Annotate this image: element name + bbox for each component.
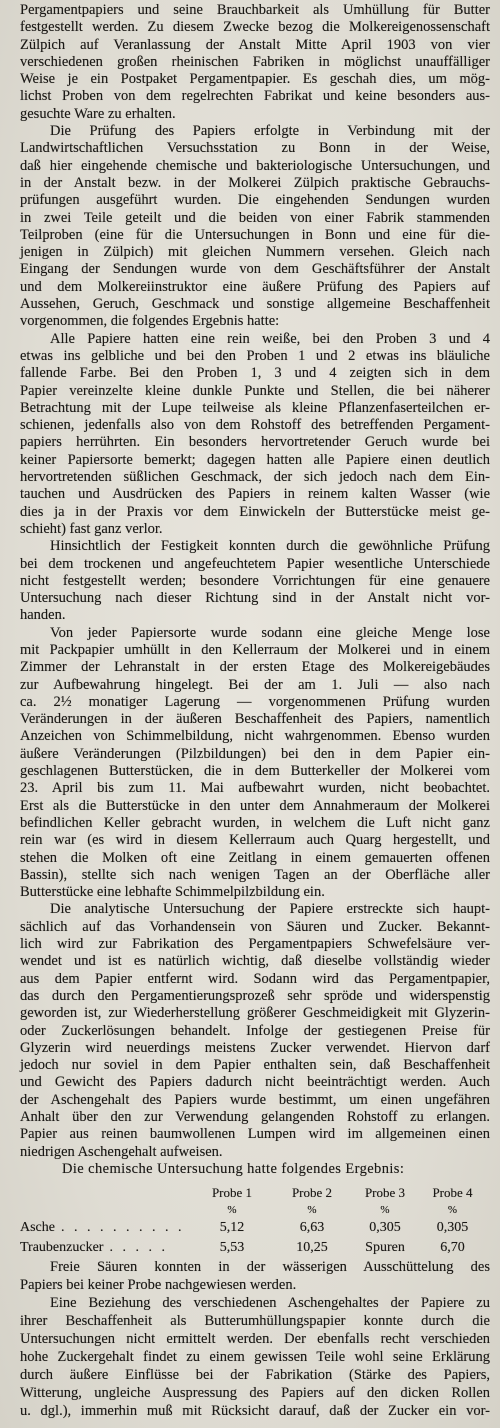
text-line: Veränderungen in der äußeren Beschaffenheit des Papiers, namentlich [20,711,490,728]
text-line: Glyzerin wird neuerdings meistens Zucker verwendet. Hiervon darf [20,1039,490,1056]
table-cell: 5,53 [219,1240,245,1255]
text-line: jenigen in Zülpich) mit gleichen Nummern versehen. Gleich nach [20,244,490,261]
text-line: verschiedenen großen rheinischen Fabriken in möglichst unauffälliger [20,53,490,70]
paragraph [20,625,490,902]
text-line: durch äußere Einflüsse bei der Fabrikation (Stärke des Papiers, [20,1367,490,1383]
text-line: prüfungen ausgeführt wurden. Die eingehenden Sendungen wurden [20,192,490,209]
text-line: 23. April bis zum 11. Mai aufbewahrt wurden, nicht beobachtet. [20,780,490,797]
text-line: Die analytische Untersuchung der Papiere erstreckte sich haupt- [50,901,490,918]
text-line: Bassin), stellte sich nach wenigen Tagen an der Oberfläche aller [20,866,490,883]
text-line: in der Anstalt bezw. in der Molkerei Zülpich praktische Gebrauchs- [20,174,490,191]
text-line: festgestellt werden. Zu diesem Zwecke bezog die Molkereigenossenschaft [20,19,490,36]
column-header-probe-1: Probe 1 [211,1185,253,1200]
text-line: tauchen und Ausdrücken des Papiers in reinem kalten Wasser (wie [20,486,490,503]
row-label-cell [20,1220,195,1236]
paragraph [20,123,490,331]
text-line: nicht festgestellt werden; besondere Vorrichtungen für eine genauere [20,572,490,589]
paragraph [20,538,490,624]
table-row [20,1238,490,1258]
table-cell: 5,12 [219,1220,245,1235]
text-line: Untersuchung nach dieser Richtung sind in der Anstalt nicht vor- [20,590,490,607]
paragraph [20,901,490,1160]
text-line: hervortretenden süßlichen Geschmack, der sich jedoch nach dem Ein- [20,469,490,486]
text-line: äußere Veränderungen (Pilzbildungen) bei den in dem Papier ein- [20,745,490,762]
text-line: Hinsichtlich der Festigkeit konnten durch die gewöhnliche Prüfung [50,538,490,555]
text-line: Erst als die Butterstücke in den unter dem Annahmeraum der Molkerei [20,797,490,814]
dot-leader: . . . . . [109,1240,168,1255]
text-line: fallende Farbe. Bei den Proben 1, 3 und 4 zeigten sich in dem [20,365,490,382]
text-line: befindlichen Keller gebracht wurden, in welchem die Luft nicht ganz [20,814,490,831]
text-line: Untersuchungen nicht ermittelt werden. Der ebenfalls recht verschieden [20,1331,490,1347]
text-line: lich wird zur Fabrikation des Pergamentpapiers Schwefelsäure ver- [20,936,490,953]
text-line: Zimmer der Lehranstalt in der ersten Etage des Molkereigebäudes [20,659,490,676]
text-line: Alle Papiere hatten eine rein weiße, bei den Proben 3 und 4 [50,330,490,347]
text-line: Von jeder Papiersorte wurde sodann eine gleiche Menge lose [50,624,490,641]
text-line: vorgenommen, die folgendes Ergebnis hatte: [20,313,280,330]
table-header-row [20,1184,490,1202]
table-cell: 6,70 [440,1240,465,1255]
text-line: und dem Molkereiinstruktor eine äußere Prüfung des Papiers auf [20,278,490,295]
text-line: der Aschengehalt des Papiers wurde bestimmt, um einen ungefähren [20,1091,490,1108]
table-cell: 0,305 [369,1220,401,1235]
paragraph [20,2,490,123]
text-line: daß hier eingehende chemische und bakteriologische Untersuchungen, und [20,157,490,174]
text-line: hohe Zuckergehalt findet zu einem gewissen Teile wohl seine Erklärung [20,1349,490,1365]
text-line: Zülpich auf Veranlassung der Anstalt Mitte April 1903 von vier [20,36,490,53]
text-line: dies ja in der Praxis vor dem Einwickeln der Butterstücke meist ge- [20,503,490,520]
table-cell: Spuren [365,1240,405,1255]
text-line: geworden ist, zur Wiederherstellung größerer Geschmeidigkeit mit Glyzerin- [20,1005,490,1022]
text-line: geschlagenen Butterstücken, die in dem Butterkeller der Molkerei vom [20,763,490,780]
unit-label: % [447,1204,458,1216]
text-line: stehen die Molken oft eine Zeitlang in einem gemauerten offenen [20,849,490,866]
text-line: Betrachtung mit der Lupe teilweise als kleine Pflanzenfaserteilchen er- [20,399,490,416]
text-line: handen. [20,607,66,624]
text-line: Eine Beziehung des verschiedenen Aschengehaltes der Papiere zu [50,1295,490,1311]
text-line: zur Aufbewahrung hingelegt. Bei der am 1. Juli — also nach [20,676,490,693]
text-line: bei dem trockenen und angefeuchtetem Papier wesentliche Unterschiede [20,555,490,572]
text-line: Eingang der Sendungen wurde von dem Geschäftsführer der Anstalt [20,261,490,278]
text-line: schienen, jedenfalls also von dem Rohstoff des betreffenden Pergament- [20,417,490,434]
table-row [20,1218,490,1238]
table-cell: 6,63 [299,1220,325,1235]
text-line: Anhalt über den zur Verwendung gelangenden Rohstoff zu erlangen. [20,1109,490,1125]
table-unit-row [20,1202,490,1218]
text-line: u. dgl.), immerhin muß mit Rücksicht darauf, daß der Zucker ein vor- [20,1403,490,1419]
unit-label: % [227,1204,237,1216]
text-line: Witterung, ungleiche Auspressung des Papiers auf den dicken Rollen [20,1385,490,1401]
text-line: niedrigen Aschengehalt aufweisen. [20,1143,223,1160]
text-line: Die Prüfung des Papiers erfolgte in Verbindung mit der [50,123,490,140]
table-caption: Die chemische Untersuchung hatte folgendes Ergebnis: [62,1160,405,1177]
body-text [20,2,490,1178]
text-line: oder Zuckerlösungen behandelt. Infolge der gestiegenen Preise für [20,1022,490,1039]
text-line: keiner Papiersorte bemerkt; dagegen hatten alle Papiere einen deutlich [20,451,490,468]
table-cell: 0,305 [436,1220,469,1235]
text-line: Papier aus reinen baumwollenen Lumpen wird im allgemeinen einen [20,1126,490,1143]
column-header-probe-4: Probe 4 [432,1185,473,1200]
paragraph [20,1294,490,1420]
text-line: das durch den Pergamentierungsprozeß sehr spröde und widerspenstig [20,987,490,1004]
text-line: ca. 2½ monatiger Lagerung — vorgenommenen Prüfung wurden [20,693,490,710]
text-line: aus dem Papier entfernt wird. Sodann wird das Pergamentpapier, [20,970,490,987]
results-table [20,1184,490,1258]
text-line: Freie Säuren konnten in der wässerigen Ausschüttelung des [50,1259,490,1275]
text-line: Weise je ein Postpaket Pergamentpapier. Es geschah dies, um mög- [20,71,490,88]
text-line: in zwei Teile geteilt und die beiden von einer Fabrik stammenden [20,209,490,226]
text-line: und Gewicht des Papiers dadurch nicht beeinträchtigt werden. Auch [20,1074,490,1091]
paragraph [20,1258,490,1294]
text-line: Aussehen, Geruch, Geschmack und sonstige allgemeine Beschaffenheit [20,296,490,313]
row-label: Asche [20,1220,55,1235]
text-line: ihrer Beschaffenheit als Butterumhüllungspapier konnte durch die [20,1313,490,1329]
body-text-continued [20,1258,490,1420]
text-line: mit Packpapier umhüllt in den Kellerraum der Molkerei und in einem [20,641,490,658]
column-header-probe-3: Probe 3 [364,1185,406,1200]
text-line: Teilproben (eine für die Untersuchungen in Bonn und eine für die- [20,226,490,243]
text-line: lichst Proben von dem regelrechten Fabrikat und keine besonders aus- [20,88,490,105]
row-label: Traubenzucker [20,1240,104,1255]
paragraph [20,331,490,539]
text-line: schieht) fast ganz verlor. [20,520,163,537]
text-line: Butterstücke eine lebhafte Schimmelpilzbildung ein. [20,884,325,901]
text-line: Anzeichen von Schimmelbildung, nicht wahrgenommen. Ebenso wurden [20,728,490,745]
unit-label: % [307,1204,317,1216]
text-line: jedoch nur soviel in dem Papier enthalten sein, daß Beschaffenheit [20,1057,490,1074]
text-line: Landwirtschaftlichen Versuchsstation zu Bonn in der Weise, [20,140,490,157]
text-line: Papiers bei keiner Probe nachgewiesen werden. [20,1277,297,1293]
text-line: wendet und ist es natürlich wichtig, daß dieselbe vollständig wieder [20,953,490,970]
text-line: gesuchte Ware zu erhalten. [20,105,176,122]
text-line: Papier vereinzelte kleine dunkle Punkte und Stellen, die bei näherer [20,382,490,399]
row-label-cell [20,1240,195,1256]
text-line: papiers herrührten. Ein besonders hervortretender Geruch wurde bei [20,434,490,451]
text-line: sächlich auf das Vorhandensein von Säuren und Zucker. Bekannt- [20,918,490,935]
column-header-probe-2: Probe 2 [291,1185,333,1200]
text-line: Pergamentpapiers und seine Brauchbarkeit als Umhüllung für Butter [20,2,490,18]
table-cell: 10,25 [296,1240,328,1255]
dot-leader: . . . . . . . . . . [61,1220,185,1235]
unit-label: % [380,1204,390,1216]
text-line: etwas ins gelbliche und bei den Proben 1 und 2 etwas ins bläuliche [20,347,490,364]
text-line: rein war (es wird in diesem Kellerraum auch Quarg hergestellt, und [20,832,490,849]
